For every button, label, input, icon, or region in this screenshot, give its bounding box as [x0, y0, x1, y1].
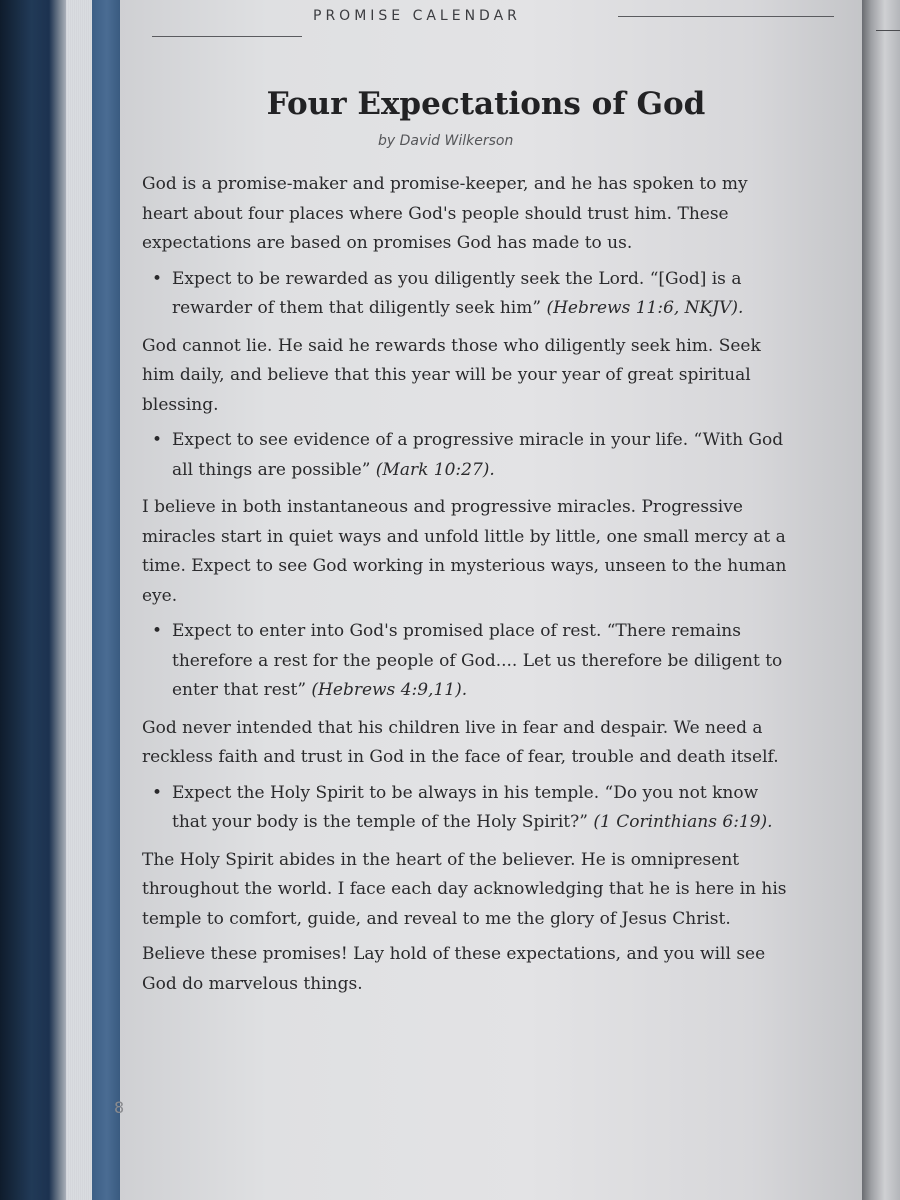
bullet-dot: •: [152, 782, 163, 803]
bullet-item: [142, 265, 792, 324]
author-byline: by David Wilkerson: [378, 133, 514, 149]
scripture-reference: (1 Corinthians 6:19).: [593, 812, 773, 832]
bullet-item: [142, 617, 792, 706]
page-number: 8: [114, 1098, 125, 1117]
scripture-reference: (Mark 10:27).: [375, 459, 495, 480]
bullet-text: Expect to see evidence of a progressive miracle in your life. “With God all things are possible”: [172, 430, 784, 480]
closing-paragraph: Believe these promises! Lay hold of these expectations, and you will see God do marvelous things.: [142, 944, 766, 994]
bullet-text: Expect to be rewarded as you diligently seek the Lord. “[God] is a rewarder of them that diligently seek him”: [172, 268, 742, 318]
scripture-reference: (Hebrews 4:9,11).: [311, 680, 468, 700]
scripture-reference: (Hebrews 11:6, NKJV).: [546, 298, 744, 318]
book-cover-edge: [0, 0, 70, 1200]
bullet-dot: •: [152, 621, 163, 641]
next-page-edge: [862, 0, 900, 1200]
bullet-text: Expect the Holy Spirit to be always in his temple. “Do you not know that your body is the temple of the Holy Spirit?”: [172, 782, 759, 832]
next-page-header-rule: [876, 30, 900, 31]
book-page: [114, 0, 862, 1200]
bullet-item: [142, 426, 792, 485]
bullet-dot: •: [152, 268, 163, 289]
header-rule-left: [152, 36, 302, 37]
page-title: Four Expectations of God: [266, 86, 706, 122]
body-paragraph: God cannot lie. He said he rewards those who diligently seek him. Seek him daily, and believe that this year will be your year of great spiritual blessing.: [142, 335, 761, 415]
bullet-dot: •: [152, 430, 163, 450]
article-body: [142, 170, 792, 1005]
body-paragraph: The Holy Spirit abides in the heart of the believer. He is omnipresent throughout the world. I face each day acknowledging that he is here in his temple to comfort, guide, and reveal to me the glory of Jesus Christ.: [142, 849, 787, 929]
bullet-text: Expect to enter into God's promised place of rest. “There remains therefore a rest for the people of God.... Let us therefore be diligent to enter that rest”: [172, 621, 783, 700]
header-rule-right: [618, 16, 834, 17]
header-text: PROMISE CALENDAR: [313, 8, 521, 24]
body-paragraph: God never intended that his children live in fear and despair. We need a reckless faith and trust in God in the face of fear, trouble and death itself.: [142, 717, 779, 767]
bullet-item: [142, 779, 792, 838]
body-paragraph: I believe in both instantaneous and progressive miracles. Progressive miracles start in quiet ways and unfold little by little, one small mercy at a time. Expect to see God working in mysterious ways, unseen to the human eye.: [142, 497, 787, 606]
page-color-band: [92, 0, 125, 1200]
intro-paragraph: God is a promise-maker and promise-keeper, and he has spoken to my heart about four places where God's people should trust him. These expectations are based on promises God has made to us.: [142, 174, 748, 253]
